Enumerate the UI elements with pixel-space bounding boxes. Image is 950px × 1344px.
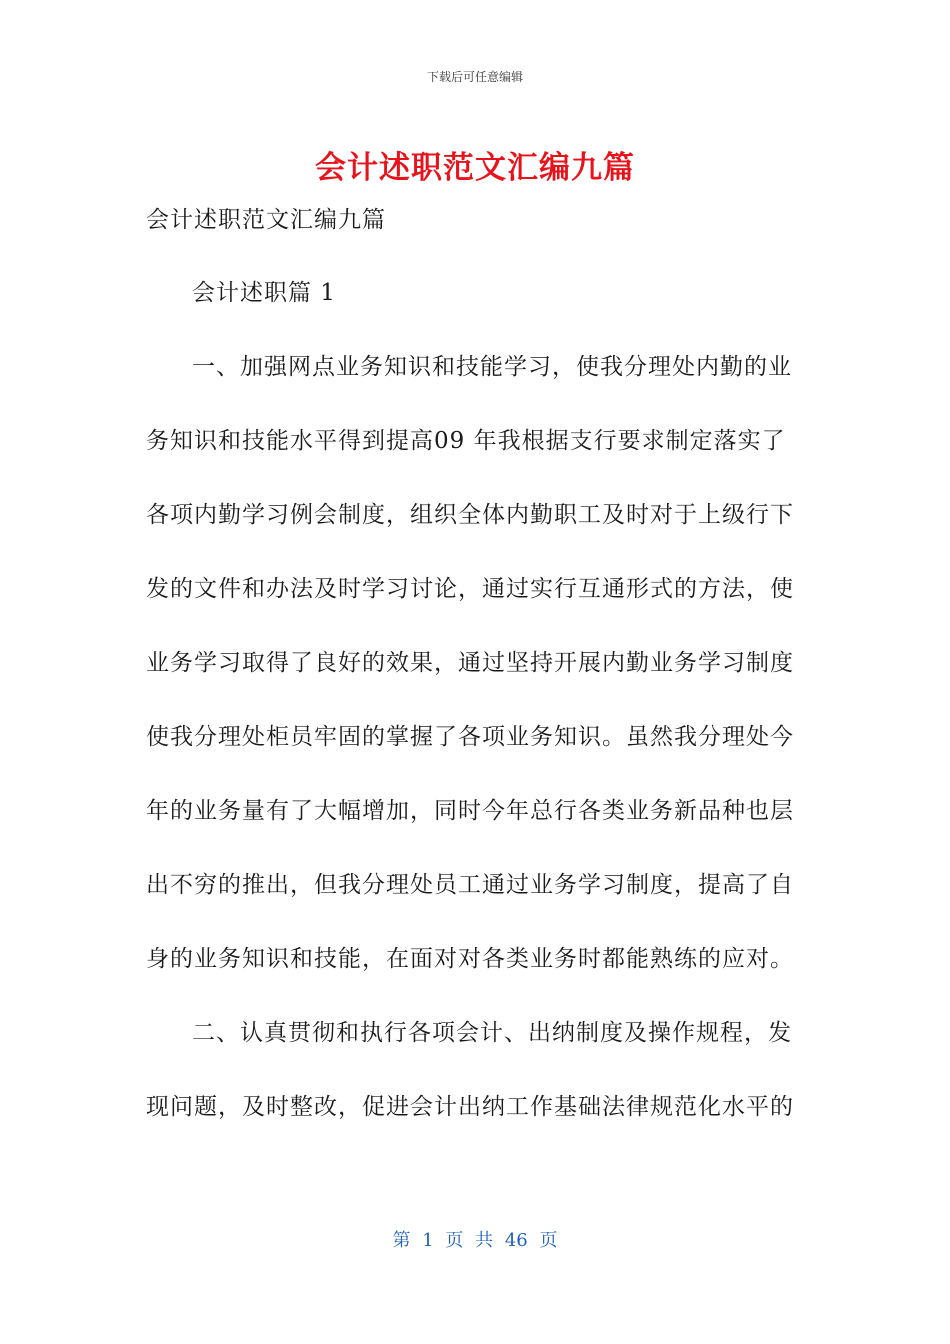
paragraph-1: 一、加强网点业务知识和技能学习，使我分理处内勤的业务知识和技能水平得到提高09 年我根据支行要求制定落实了各项内勤学习例会制度，组织全体内勤职工及时对于上级行下发的文件和办法及时学习讨论，通过实行互通形式的方法，使业务学习取得了良好的效果，通过坚持开展内勤业务学习制度使我分理处柜员牢固的掌握了各项业务知识。虽然我分理处今年的业务量有了大幅增加，同时今年总行各类业务新品种也层出不穷的推出，但我分理处员工通过业务学习制度，提高了自身的业务知识和技能，在面对对各类业务时都能熟练的应对。 (146, 354, 794, 972)
document-subtitle: 会计述职范文汇编九篇 (146, 207, 386, 233)
document-title: 会计述职范文汇编九篇 (315, 150, 635, 186)
paragraph-2: 二、认真贯彻和执行各项会计、出纳制度及操作规程，发现问题，及时整改，促进会计出纳工作基础法律规范化水平的 (146, 1020, 794, 1120)
header-note: 下载后可任意编辑 (426, 70, 523, 84)
section-heading: 会计述职篇 1 (192, 280, 336, 306)
page-footer: 第 1 页 共 46 页 (392, 1230, 558, 1251)
document-body (146, 202, 806, 1144)
